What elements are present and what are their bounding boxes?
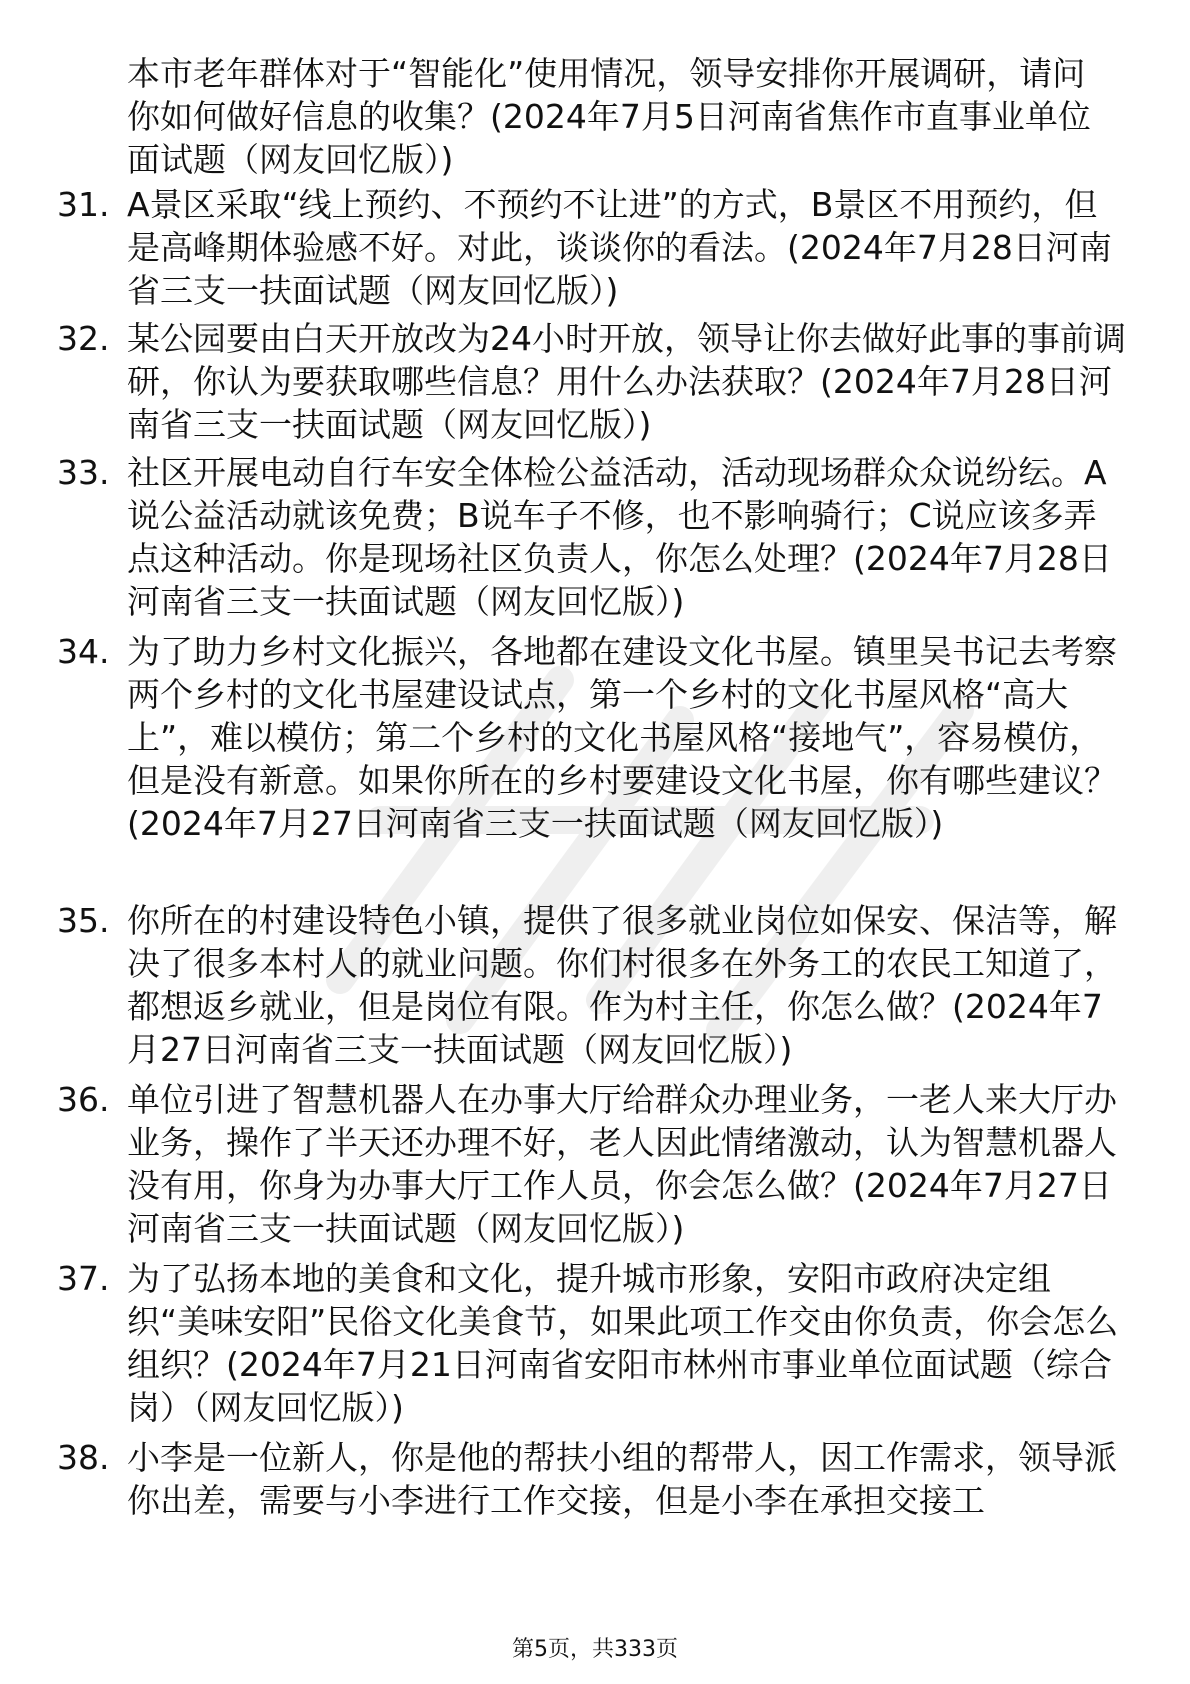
question-number: 37. [57, 1259, 110, 1298]
question-text: 你所在的村建设特色小镇，提供了很多就业岗位如保安、保洁等，解决了很多本村人的就业问题。你们村很多在外务工的农民工知道了，都想返乡就业，但是岗位有限。作为村主任，你怎么做？(2024年7月27日河南省三支一扶面试题（网友回忆版）) [127, 901, 1117, 1069]
question-36 [57, 1078, 1127, 1250]
question-text: 小李是一位新人，你是他的帮扶小组的帮带人，因工作需求，领导派你出差，需要与小李进行工作交接，但是小李在承担交接工 [127, 1438, 1117, 1520]
question-text: 单位引进了智慧机器人在办事大厅给群众办理业务，一老人来大厅办业务，操作了半天还办理不好，老人因此情绪激动，认为智慧机器人没有用，你身为办事大厅工作人员，你会怎么做？(2024年7月27日河南省三支一扶面试题（网友回忆版）) [127, 1080, 1117, 1248]
question-32 [57, 317, 1127, 446]
question-text: 某公园要由白天开放改为24小时开放，领导让你去做好此事的事前调研，你认为要获取哪些信息？用什么办法获取？(2024年7月28日河南省三支一扶面试题（网友回忆版）) [127, 319, 1126, 444]
question-34 [57, 630, 1127, 845]
question-number: 33. [57, 453, 110, 492]
question-number: 35. [57, 901, 110, 940]
page-footer: 第5页，共333页 [512, 1637, 678, 1662]
question-37 [57, 1257, 1127, 1429]
question-text: A景区采取“线上预约、不预约不让进”的方式，B景区不用预约，但是高峰期体验感不好。对此，谈谈你的看法。(2024年7月28日河南省三支一扶面试题（网友回忆版）) [127, 185, 1112, 310]
question-number: 32. [57, 319, 110, 358]
continuation-paragraph: 本市老年群体对于“智能化”使用情况，领导安排你开展调研，请问你如何做好信息的收集？(2024年7月5日河南省焦作市直事业单位面试题（网友回忆版）) [127, 54, 1091, 179]
question-number: 38. [57, 1438, 110, 1477]
question-38 [57, 1436, 1127, 1522]
question-31 [57, 183, 1127, 312]
question-text: 为了助力乡村文化振兴，各地都在建设文化书屋。镇里吴书记去考察两个乡村的文化书屋建设试点，第一个乡村的文化书屋风格“高大上”，难以模仿；第二个乡村的文化书屋风格“接地气”，容易模仿，但是没有新意。如果你所在的乡村要建设文化书屋，你有哪些建议？(2024年7月27日河南省三支一扶面试题（网友回忆版）) [127, 632, 1117, 843]
question-text: 社区开展电动自行车安全体检公益活动，活动现场群众众说纷纭。A说公益活动就该免费；B说车子不修，也不影响骑行；C说应该多弄点这种活动。你是现场社区负责人，你怎么处理？(2024年7月28日河南省三支一扶面试题（网友回忆版）) [127, 453, 1112, 621]
question-number: 31. [57, 185, 110, 224]
question-number: 36. [57, 1080, 110, 1119]
question-33 [57, 451, 1127, 623]
question-text: 为了弘扬本地的美食和文化，提升城市形象，安阳市政府决定组织“美味安阳”民俗文化美食节，如果此项工作交由你负责，你会怎么组织？(2024年7月21日河南省安阳市林州市事业单位面试题（综合岗）（网友回忆版）) [127, 1259, 1119, 1427]
question-number: 34. [57, 632, 110, 671]
question-35 [57, 899, 1127, 1071]
